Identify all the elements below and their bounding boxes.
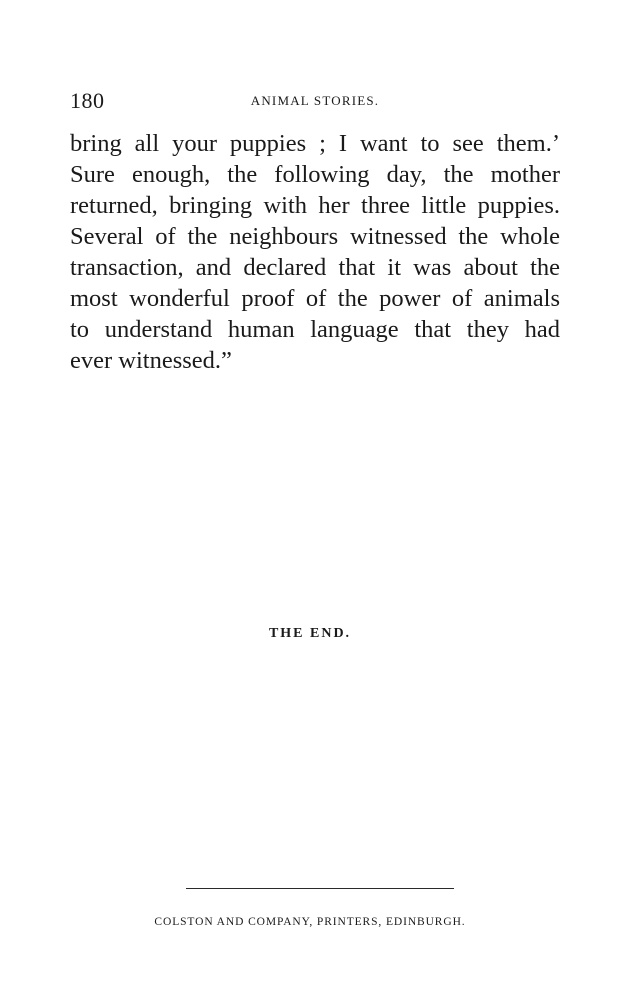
- running-head: [70, 88, 560, 114]
- running-title: ANIMAL STORIES.: [250, 93, 380, 108]
- text-line: Sure enough, the following day, the mother: [70, 161, 560, 188]
- text-line: to understand human language that they had: [70, 316, 560, 343]
- text-line: Several of the neighbours witnessed the whole: [70, 223, 560, 250]
- text-line: transaction, and declared that it was about the: [70, 254, 560, 281]
- body-paragraph: [70, 128, 560, 376]
- text-line: returned, bringing with her three little puppies.: [70, 192, 560, 219]
- page-number: 180: [70, 88, 105, 113]
- text-line: most wonderful proof of the power of animals: [70, 285, 560, 312]
- text-line: bring all your puppies ; I want to see them.’: [70, 130, 560, 157]
- printer-imprint: COLSTON AND COMPANY, PRINTERS, EDINBURGH.: [154, 916, 466, 928]
- end-mark: THE END.: [268, 626, 352, 641]
- footer-rule: [186, 888, 454, 889]
- text-line: ever witnessed.”: [70, 347, 232, 374]
